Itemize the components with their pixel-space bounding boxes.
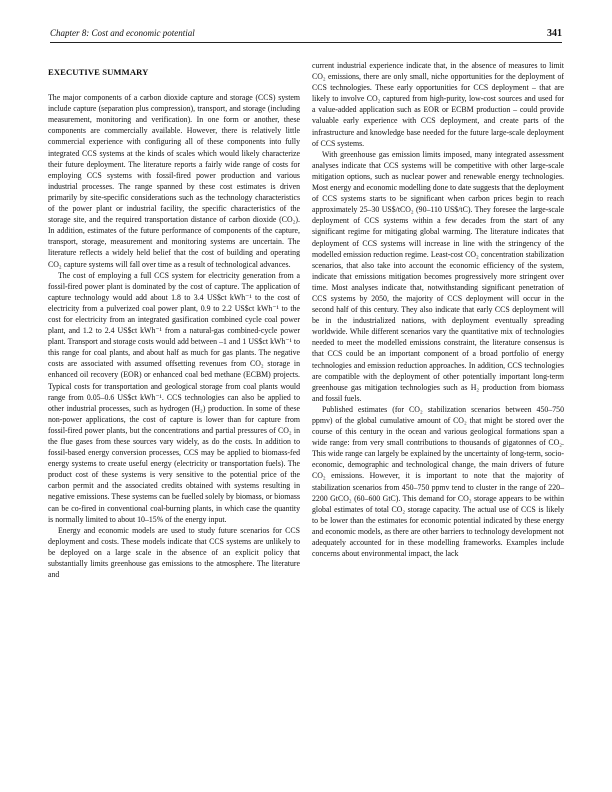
- right-column: [312, 60, 564, 559]
- paragraph: The major components of a carbon dioxide capture and storage (CCS) system include capture (separation plus compression), transport, and storage (including measurement, monitoring and verification). In one form or another, these components are commercially available. However, there is relatively little commercial experience with configuring all of these components into fully integrated CCS systems at the kinds of scales which would likely characterize their future deployment. The literature reports a fairly wide range of costs for employing CCS systems with fossil-fired power production and various industrial processes. The range spanned by these cost estimates is driven primarily by site-specific considerations such as the technology characteristics of the power plant or industrial facility, the specific characteristics of the storage site, and the required transportation distance of carbon dioxide (CO₂). In addition, estimates of the future performance of components of the capture, transport, storage, measurement and monitoring systems are uncertain. The literature reflects a widely held belief that the cost of building and operating CO₂ capture systems will fall over time as a result of technological advances.: [48, 93, 300, 269]
- page-number: 341: [547, 28, 562, 39]
- running-header: [50, 28, 562, 43]
- paragraph: With greenhouse gas emission limits imposed, many integrated assessment analyses indicate that CCS systems will be competitive with other large-scale mitigation options, such as nuclear power and renewable energy technologies. Most energy and economic modelling done to date suggests that the deployment of CCS systems starts to be significant when carbon prices begin to reach approximately 25–30 US$/tCO₂ (90–110 US$/tC). They foresee the large-scale deployment of CCS systems within a few decades from the start of any significant regime for mitigating global warming. The literature indicates that deployment of CCS systems will increase in line with the stringency of the modelled emission reduction regime. Least-cost CO₂ concentration stabilization scenarios, that also take into account the economic efficiency of the system, indicate that emissions mitigation becomes progressively more stringent over time. Most analyses indicate that, notwithstanding significant penetration of CCS systems by 2050, the majority of CCS deployment will occur in the second half of this century. They also indicate that early CCS deployment will be in the industrialized nations, with deployment eventually spreading worldwide. While different scenarios vary the quantitative mix of technologies needed to meet the modelled emissions constraint, the literature consensus is that CCS could be an important component of a broad portfolio of energy technologies and emission reduction approaches. In addition, CCS technologies are compatible with the deployment of other potentially important long-term greenhouse gas mitigation technologies such as H₂ production from biomass and fossil fuels.: [312, 149, 564, 403]
- paragraph: Published estimates (for CO₂ stabilization scenarios between 450–750 ppmv) of the global cumulative amount of CO₂ that might be stored over the course of this century in the ocean and various geological formations span a wide range: from very small contributions to thousands of gigatonnes of CO₂. This wide range can largely be explained by the uncertainty of long-term, socio-economic, demographic and technological change, the main drivers of future CO₂ emissions. However, it is important to note that the majority of stabilization scenarios from 450–750 ppmv tend to cluster in the range of 220–2200 GtCO₂ (60–600 GtC). This demand for CO₂ storage appears to be within global estimates of total CO₂ storage capacity. The actual use of CCS is likely to be lower than the estimates for economic potential indicated by these energy and economic models, as there are other barriers to technology development not adequately accounted for in these modelling frameworks. Examples include concerns about environmental impact, the lack: [312, 404, 564, 559]
- left-column: [48, 60, 300, 580]
- section-title: EXECUTIVE SUMMARY: [48, 67, 149, 77]
- chapter-title: Chapter 8: Cost and economic potential: [50, 28, 195, 38]
- paragraph: Energy and economic models are used to study future scenarios for CCS deployment and costs. These models indicate that CCS systems are unlikely to be deployed on a large scale in the absence of an explicit policy that substantially limits greenhouse gas emissions to the atmosphere. The literature and: [48, 525, 300, 580]
- paragraph: current industrial experience indicate that, in the absence of measures to limit CO₂ emissions, there are only small, niche opportunities for the deployment of CCS technologies. These early opportunities for CCS deployment – that are likely to involve CO₂ captured from high-purity, low-cost sources and used for a value-added application such as EOR or ECBM production – could provide valuable early experience with CCS deployment, and create parts of the infrastructure and knowledge base needed for the future large-scale deployment of CCS systems.: [312, 61, 564, 148]
- paragraph: The cost of employing a full CCS system for electricity generation from a fossil-fired power plant is dominated by the cost of capture. The application of capture technology would add about 1.8 to 3.4 US$ct kWh⁻¹ to the cost of electricity from a pulverized coal power plant, 0.9 to 2.2 US$ct kWh⁻¹ to the cost for electricity from an integrated gasification combined cycle coal power plant, and 1.2 to 2.4 US$ct kWh⁻¹ from a natural-gas combined-cycle power plant. Transport and storage costs would add between –1 and 1 US$ct kWh⁻¹ to this range for coal plants, and about half as much for gas plants. The negative costs are associated with assumed offsetting revenues from CO₂ storage in enhanced oil recovery (EOR) or enhanced coal bed methane (ECBM) projects. Typical costs for transportation and geological storage from coal plants would range from 0.05–0.6 US$ct kWh⁻¹. CCS technologies can also be applied to other industrial processes, such as hydrogen (H₂) production. In some of these non-power applications, the cost of capture is lower than for capture from fossil-fired power plants, but the concentrations and partial pressures of CO₂ in the flue gases from these sources vary widely, as do the costs. In addition to fossil-based energy conversion processes, CCS may be applied to biomass-fed energy systems to create useful energy (electricity or transportation fuels). The product cost of these systems is very sensitive to the potential price of the carbon permit and the associated credits obtained with systems resulting in negative emissions. These systems can be fuelled solely by biomass, or biomass can be co-fired in conventional coal-burning plants, in which case the quantity is normally limited to about 10–15% of the energy input.: [48, 270, 300, 524]
